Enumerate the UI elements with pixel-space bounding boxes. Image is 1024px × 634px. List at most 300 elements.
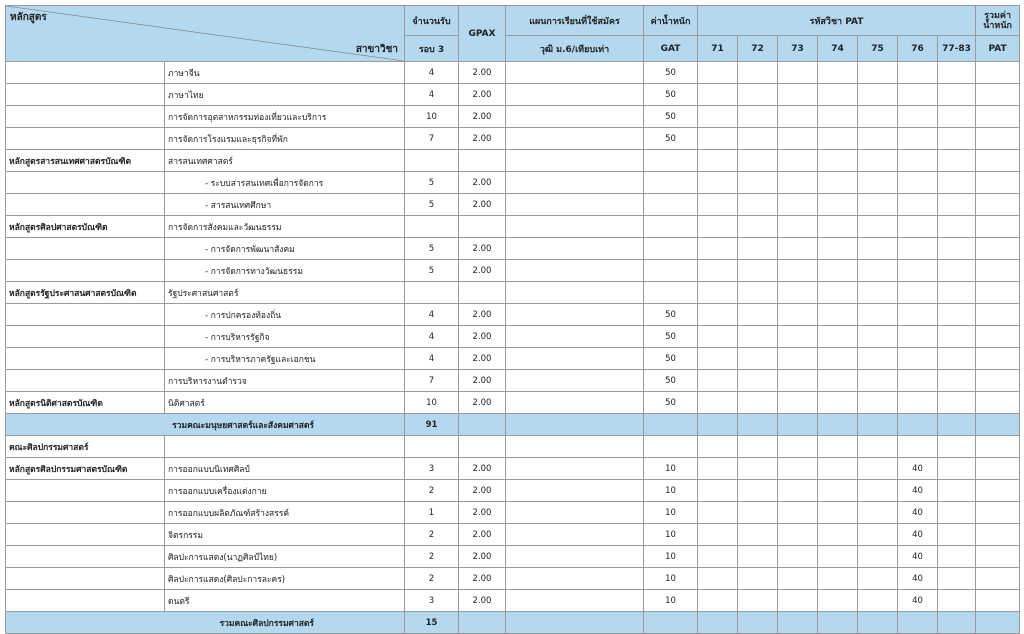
summary-cell [898,612,938,634]
table-row [6,84,1020,106]
seats-cell [405,216,459,238]
total-weight-cell [976,106,1020,128]
pat-weight-cell [778,326,818,348]
pat-weight-cell: 40 [898,590,938,612]
pat-weight-cell [858,216,898,238]
major-cell: ศิลปะการแสดง(นาฏศิลป์ไทย) [165,546,405,568]
pat-weight-cell [738,370,778,392]
curriculum-cell [6,480,165,502]
curriculum-cell: หลักสูตรสารสนเทศศาสตรบัณฑิต [6,150,165,172]
pat-weight-cell [818,150,858,172]
summary-cell [506,612,644,634]
summary-cell [976,612,1020,634]
pat-weight-cell [938,568,976,590]
total-weight-cell [976,150,1020,172]
gpax-cell: 2.00 [459,128,506,150]
seats-header-line1: จำนวนรับ [412,16,451,27]
pat-weight-cell [938,106,976,128]
plan-header [506,6,644,36]
admission-table-container [5,5,1019,634]
seats-cell: 10 [405,392,459,414]
pat-weight-cell [858,348,898,370]
major-cell: การออกแบบเครื่องแต่งกาย [165,480,405,502]
gat-header-line1: ค่าน้ำหนัก [650,16,691,27]
total-weight-cell [976,502,1020,524]
admission-table [5,5,1020,634]
gpax-cell: 2.00 [459,238,506,260]
plan-cell [506,282,644,304]
pat-code-75: 75 [858,36,898,62]
total-header-line2: น้ำหนัก [983,20,1012,31]
seats-cell: 5 [405,172,459,194]
pat-weight-cell [858,282,898,304]
pat-weight-cell [778,392,818,414]
plan-cell [506,106,644,128]
pat-weight-cell [858,260,898,282]
pat-weight-cell [898,238,938,260]
total-weight-cell [976,172,1020,194]
pat-weight-cell [858,62,898,84]
summary-seats: 15 [405,612,459,634]
pat-weight-cell [818,392,858,414]
summary-cell [858,612,898,634]
pat-weight-cell [938,590,976,612]
total-weight-cell [976,304,1020,326]
gat-weight-cell [644,282,698,304]
pat-weight-cell [818,524,858,546]
table-row [6,238,1020,260]
curriculum-cell [6,172,165,194]
table-row [6,282,1020,304]
pat-weight-cell [938,392,976,414]
summary-cell [818,612,858,634]
pat-weight-cell [858,392,898,414]
seats-cell: 2 [405,568,459,590]
summary-cell [644,414,698,436]
pat-weight-cell [698,216,738,238]
seats-cell: 4 [405,62,459,84]
pat-weight-cell [698,436,738,458]
gpax-cell: 2.00 [459,260,506,282]
gat-weight-cell: 50 [644,392,698,414]
pat-weight-cell [698,392,738,414]
gpax-cell: 2.00 [459,106,506,128]
gpax-cell: 2.00 [459,348,506,370]
pat-weight-cell [858,84,898,106]
plan-cell [506,458,644,480]
major-cell: - สารสนเทศศึกษา [165,194,405,216]
pat-weight-cell [938,546,976,568]
curriculum-cell [6,590,165,612]
gpax-header: GPAX [459,6,506,62]
curriculum-cell [6,326,165,348]
gat-header-label: GAT [644,36,698,62]
pat-weight-cell [938,150,976,172]
pat-weight-cell [858,172,898,194]
pat-weight-cell [898,84,938,106]
seats-cell [405,282,459,304]
seats-cell: 3 [405,458,459,480]
seats-cell [405,436,459,458]
plan-cell [506,480,644,502]
seats-cell: 2 [405,546,459,568]
total-weight-cell [976,524,1020,546]
pat-weight-cell [858,128,898,150]
pat-weight-cell [778,304,818,326]
plan-cell [506,62,644,84]
pat-weight-cell [698,370,738,392]
table-row [6,128,1020,150]
total-header [976,6,1020,36]
pat-weight-cell [858,546,898,568]
pat-weight-cell [818,260,858,282]
pat-weight-cell [698,304,738,326]
pat-weight-cell [698,502,738,524]
plan-cell [506,304,644,326]
table-row [6,150,1020,172]
gat-weight-cell [644,260,698,282]
pat-weight-cell [738,524,778,546]
total-weight-cell [976,392,1020,414]
pat-weight-cell [818,546,858,568]
pat-weight-cell: 40 [898,480,938,502]
pat-weight-cell [898,128,938,150]
pat-weight-cell [938,194,976,216]
curriculum-cell [6,238,165,260]
summary-cell [818,414,858,436]
seats-cell: 3 [405,590,459,612]
pat-weight-cell: 40 [898,568,938,590]
curriculum-cell [6,260,165,282]
table-row [6,392,1020,414]
seats-cell [405,150,459,172]
pat-weight-cell [698,546,738,568]
plan-cell [506,348,644,370]
pat-weight-cell [818,304,858,326]
pat-weight-cell: 40 [898,502,938,524]
curriculum-header-label: หลักสูตร [10,12,47,23]
gat-weight-cell: 50 [644,62,698,84]
gpax-cell: 2.00 [459,304,506,326]
pat-weight-cell [778,128,818,150]
major-cell: - ระบบสารสนเทศเพื่อการจัดการ [165,172,405,194]
pat-weight-cell [698,84,738,106]
table-row [6,172,1020,194]
pat-code-72: 72 [738,36,778,62]
pat-weight-cell [738,304,778,326]
pat-weight-cell [738,238,778,260]
pat-weight-cell [778,194,818,216]
pat-weight-cell [818,348,858,370]
pat-weight-cell [858,524,898,546]
gat-weight-cell: 10 [644,568,698,590]
pat-weight-cell [858,590,898,612]
table-row [6,216,1020,238]
pat-weight-cell [778,216,818,238]
gpax-cell: 2.00 [459,84,506,106]
table-row [6,502,1020,524]
gpax-cell: 2.00 [459,590,506,612]
pat-weight-cell [938,436,976,458]
curriculum-cell [6,524,165,546]
major-cell: - การปกครองท้องถิ่น [165,304,405,326]
plan-cell [506,502,644,524]
pat-weight-cell [938,458,976,480]
pat-weight-cell [738,546,778,568]
gpax-cell: 2.00 [459,546,506,568]
gpax-cell: 2.00 [459,458,506,480]
pat-weight-cell [738,568,778,590]
summary-cell [459,612,506,634]
summary-cell [778,414,818,436]
total-weight-cell [976,480,1020,502]
pat-weight-cell [738,458,778,480]
pat-code-74: 74 [818,36,858,62]
table-row [6,436,1020,458]
major-cell: การออกแบบนิเทศศิลป์ [165,458,405,480]
total-weight-cell [976,546,1020,568]
plan-cell [506,590,644,612]
pat-weight-cell [778,480,818,502]
plan-cell [506,238,644,260]
seats-cell: 4 [405,84,459,106]
curriculum-cell [6,194,165,216]
curriculum-cell [6,370,165,392]
pat-weight-cell [738,436,778,458]
pat-weight-cell [938,84,976,106]
pat-weight-cell [698,282,738,304]
summary-cell [738,414,778,436]
total-header-line1: รวมค่า [984,10,1012,21]
table-row [6,568,1020,590]
gpax-cell: 2.00 [459,172,506,194]
total-weight-cell [976,260,1020,282]
gat-weight-cell: 50 [644,370,698,392]
pat-weight-cell [898,348,938,370]
curriculum-cell: หลักสูตรรัฐประศาสนศาสตรบัณฑิต [6,282,165,304]
pat-weight-cell [858,304,898,326]
pat-code-76: 76 [898,36,938,62]
gat-weight-cell: 10 [644,502,698,524]
plan-cell [506,260,644,282]
summary-cell [698,414,738,436]
pat-weight-cell [898,282,938,304]
pat-weight-cell [818,370,858,392]
pat-weight-cell [938,282,976,304]
pat-weight-cell [898,326,938,348]
pat-weight-cell [938,216,976,238]
table-row [6,260,1020,282]
pat-weight-cell [778,524,818,546]
gat-header [644,6,698,36]
curriculum-cell [6,348,165,370]
pat-weight-cell [818,458,858,480]
plan-cell [506,524,644,546]
pat-code-71: 71 [698,36,738,62]
seats-cell: 7 [405,128,459,150]
pat-weight-cell [858,106,898,128]
summary-cell [778,612,818,634]
total-pat-header: PAT [976,36,1020,62]
pat-weight-cell: 40 [898,458,938,480]
curriculum-cell [6,62,165,84]
pat-weight-cell [738,216,778,238]
gat-weight-cell: 10 [644,480,698,502]
gpax-cell: 2.00 [459,480,506,502]
major-cell: การบริหารงานตำรวจ [165,370,405,392]
curriculum-major-header [6,6,405,62]
table-row [6,194,1020,216]
summary-cell [976,414,1020,436]
pat-weight-cell [818,106,858,128]
total-weight-cell [976,84,1020,106]
major-cell: - การบริหารภาครัฐและเอกชน [165,348,405,370]
pat-weight-cell [858,480,898,502]
pat-weight-cell [738,106,778,128]
table-row [6,304,1020,326]
gat-weight-cell: 10 [644,546,698,568]
major-cell: ศิลปะการแสดง(ศิลปะการละคร) [165,568,405,590]
pat-weight-cell [898,194,938,216]
plan-header-qualification: วุฒิ ม.6/เทียบเท่า [506,36,644,62]
gat-weight-cell [644,216,698,238]
curriculum-cell: คณะศิลปกรรมศาสตร์ [6,436,165,458]
pat-weight-cell [818,128,858,150]
gpax-cell: 2.00 [459,392,506,414]
pat-weight-cell [778,260,818,282]
pat-weight-cell [858,326,898,348]
pat-weight-cell [778,348,818,370]
gat-weight-cell: 10 [644,590,698,612]
gat-weight-cell [644,150,698,172]
pat-weight-cell [738,84,778,106]
total-weight-cell [976,238,1020,260]
pat-weight-cell [898,436,938,458]
plan-cell [506,546,644,568]
plan-cell [506,436,644,458]
pat-weight-cell [938,326,976,348]
total-weight-cell [976,216,1020,238]
seats-header-round: รอบ 3 [405,36,459,62]
pat-weight-cell [938,524,976,546]
total-weight-cell [976,590,1020,612]
pat-weight-cell [738,150,778,172]
gpax-cell [459,216,506,238]
summary-cell [938,612,976,634]
gpax-cell: 2.00 [459,568,506,590]
pat-weight-cell [898,150,938,172]
pat-weight-cell [818,326,858,348]
pat-weight-cell [778,590,818,612]
pat-weight-cell [938,502,976,524]
pat-weight-cell [698,150,738,172]
pat-weight-cell [818,84,858,106]
plan-cell [506,370,644,392]
pat-weight-cell [898,304,938,326]
gpax-cell [459,436,506,458]
major-header-label: สาขาวิชา [355,44,398,55]
summary-cell [738,612,778,634]
gpax-cell: 2.00 [459,502,506,524]
gat-weight-cell: 50 [644,326,698,348]
gat-weight-cell: 50 [644,106,698,128]
seats-cell: 4 [405,348,459,370]
gat-weight-cell: 50 [644,304,698,326]
summary-cell [506,414,644,436]
pat-weight-cell [938,480,976,502]
summary-seats: 91 [405,414,459,436]
seats-header [405,6,459,36]
pat-weight-cell [738,282,778,304]
major-cell: นิติศาสตร์ [165,392,405,414]
pat-weight-cell [778,106,818,128]
pat-weight-cell [778,546,818,568]
pat-weight-cell [818,436,858,458]
pat-weight-cell [898,370,938,392]
pat-weight-cell [778,238,818,260]
gat-weight-cell [644,436,698,458]
seats-cell: 2 [405,524,459,546]
pat-weight-cell [938,238,976,260]
major-cell [165,436,405,458]
pat-weight-cell [778,436,818,458]
pat-weight-cell [818,282,858,304]
pat-weight-cell [938,348,976,370]
pat-weight-cell [738,348,778,370]
pat-weight-cell [938,62,976,84]
pat-weight-cell [738,326,778,348]
total-weight-cell [976,458,1020,480]
seats-cell: 4 [405,326,459,348]
pat-weight-cell [858,238,898,260]
pat-weight-cell: 40 [898,524,938,546]
pat-weight-cell [738,62,778,84]
pat-weight-cell [698,568,738,590]
major-cell: - การบริหารรัฐกิจ [165,326,405,348]
total-weight-cell [976,282,1020,304]
table-row [6,480,1020,502]
curriculum-cell: หลักสูตรศิลปกรรมศาสตรบัณฑิต [6,458,165,480]
pat-weight-cell [778,62,818,84]
gpax-cell [459,282,506,304]
pat-weight-cell [818,194,858,216]
major-cell: ภาษาจีน [165,62,405,84]
seats-cell: 5 [405,194,459,216]
total-weight-cell [976,326,1020,348]
pat-weight-cell [698,238,738,260]
table-row [6,524,1020,546]
major-cell: ดนตรี [165,590,405,612]
curriculum-cell [6,568,165,590]
pat-weight-cell [738,502,778,524]
pat-group-header: รหัสวิชา PAT [698,6,976,36]
summary-row [6,612,1020,634]
curriculum-cell [6,546,165,568]
pat-weight-cell [698,128,738,150]
curriculum-cell [6,84,165,106]
pat-weight-cell [818,62,858,84]
curriculum-cell: หลักสูตรนิติศาสตรบัณฑิต [6,392,165,414]
pat-weight-cell [738,194,778,216]
gat-weight-cell [644,172,698,194]
pat-weight-cell [858,150,898,172]
summary-label: รวมคณะศิลปกรรมศาสตร์ [6,612,405,634]
plan-cell [506,128,644,150]
pat-weight-cell [778,150,818,172]
gpax-cell: 2.00 [459,62,506,84]
pat-weight-cell [898,172,938,194]
pat-weight-cell [698,194,738,216]
